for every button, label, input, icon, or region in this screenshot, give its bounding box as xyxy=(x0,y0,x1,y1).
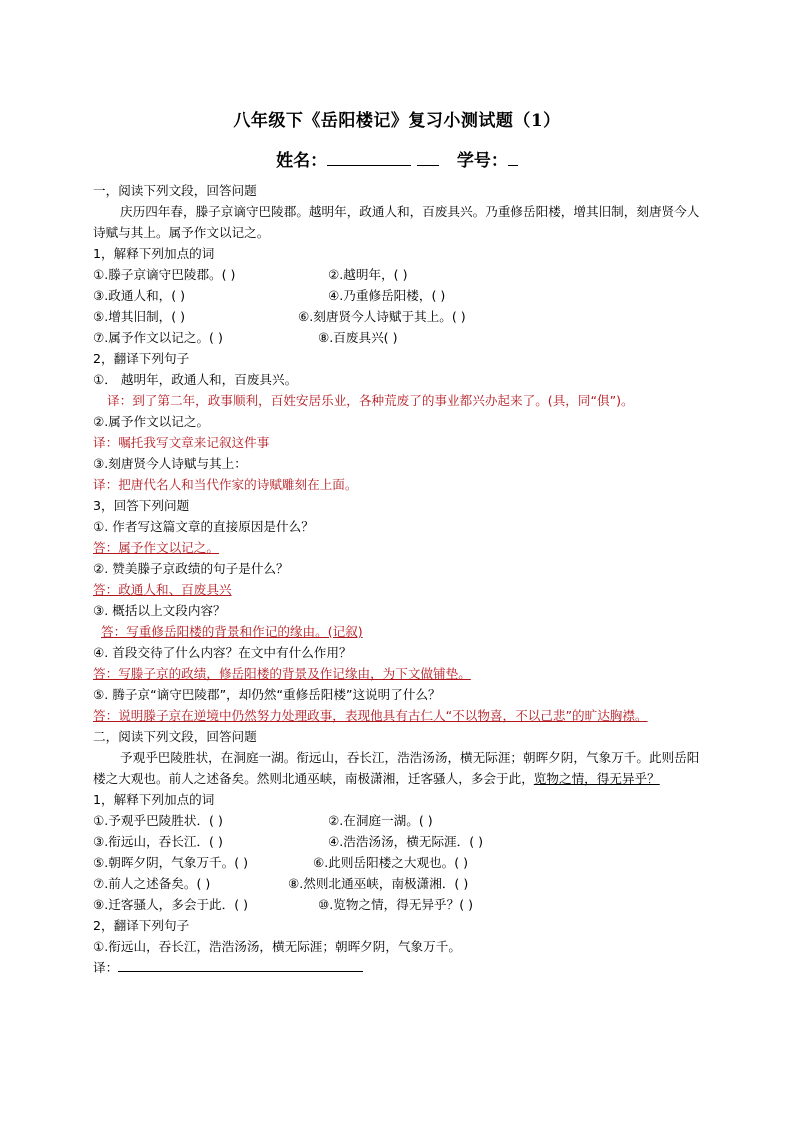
part1-q2-question: ③.刻唐贤今人诗赋与其上： xyxy=(93,456,247,471)
part2-q1-item: ⑨.迁客骚人，多会于此．( ) xyxy=(93,897,249,912)
part1-q1-item: ④.乃重修岳阳楼，( ) xyxy=(328,288,446,303)
part1-q1-item: ③.政通人和，( ) xyxy=(93,288,186,303)
part1-q3-question: ②. 赞美滕子京政绩的句子是什么？ xyxy=(93,561,289,576)
part2-q1-item: ⑩.览物之情，得无异乎？( ) xyxy=(318,897,474,912)
part1-q3-answer: 答：写滕子京的政绩，修岳阳楼的背景及作记缘由，为下文做铺垫。 xyxy=(93,666,471,681)
part1-q3-heading: 3，回答下列问题 xyxy=(93,498,190,513)
part1-q1-item: ⑦.属予作文以记之。( ) xyxy=(93,330,223,345)
part2-q1-heading: 1，解释下列加点的词 xyxy=(93,792,215,807)
part2-q2-heading: 2，翻译下列句子 xyxy=(93,918,190,933)
part2-passage xyxy=(93,747,705,789)
part2-q1-row xyxy=(93,852,705,873)
part1-q3-answer: 答：说明滕子京在逆境中仍然努力处理政事，表现他具有古仁人“不以物喜，不以己悲”的旷达胸襟。 xyxy=(93,708,648,723)
page-title: 八年级下《岳阳楼记》复习小测试题（1） xyxy=(233,111,561,131)
part1-q3-question: ③. 概括以上文段内容？ xyxy=(93,603,226,618)
part2-q1-item: ⑥.此则岳阳楼之大观也。( ) xyxy=(313,855,469,870)
part1-q2-heading: 2，翻译下列句子 xyxy=(93,351,190,366)
name-id-row xyxy=(0,146,794,171)
part2-q1-row xyxy=(93,873,705,894)
part1-q2-question: ①． 越明年，政通人和，百废具兴。 xyxy=(93,372,298,387)
part2-q1-item: ⑧.然则北通巫峡，南极潇湘．( ) xyxy=(288,876,469,891)
part2-q1-item: ⑤.朝晖夕阴，气象万千。( ) xyxy=(93,855,249,870)
part1-q3-question: ⑤. 腾子京“谪守巴陵郡”，却仍然“重修岳阳楼”这说明了什么？ xyxy=(93,687,441,702)
part1-heading: 一，阅读下列文段，回答问题 xyxy=(93,183,257,198)
part1-q3-question: ④. 首段交待了什么内容？在文中有什么作用？ xyxy=(93,645,352,660)
part1-passage: 庆历四年春，滕子京谪守巴陵郡。越明年，政通人和，百废具兴。乃重修岳阳楼，增其旧制，刻唐贤今人诗赋与其上。属予作文以记之。 xyxy=(93,204,700,240)
part2-q2-answer-line[interactable] xyxy=(118,959,363,972)
part1-q1-item: ②.越明年，( ) xyxy=(328,267,408,282)
part2-q1-row xyxy=(93,894,705,915)
part1-q1-row xyxy=(93,327,705,348)
part1-q2-answer: 译：到了第二年，政事顺利，百姓安居乐业，各种荒废了的事业都兴办起来了。(具，同“俱”)。 xyxy=(107,393,634,408)
part2-q1-item: ④.浩浩汤汤，横无际涯．( ) xyxy=(328,834,484,849)
worksheet-content xyxy=(93,180,705,978)
part1-q1-item: ⑥.刻唐贤今人诗赋于其上。( ) xyxy=(298,309,466,324)
part1-q3-answer: 答：政通人和、百废具兴 xyxy=(93,582,232,597)
part2-passage-underlined: 览物之情，得无异乎？ xyxy=(533,771,660,786)
part1-q3-question: ①. 作者写这篇文章的直接原因是什么？ xyxy=(93,519,314,534)
part1-q1-item: ①.滕子京谪守巴陵郡。( ) xyxy=(93,267,236,282)
part2-q1-row xyxy=(93,810,705,831)
part1-q3-answer: 答：写重修岳阳楼的背景和作记的缘由。(记叙) xyxy=(101,624,363,639)
name-label: 姓名： xyxy=(276,151,328,171)
part1-q1-item: ⑧.百废具兴( ) xyxy=(318,330,398,345)
part2-q1-item: ①.予观乎巴陵胜状．( ) xyxy=(93,813,223,828)
part2-heading: 二，阅读下列文段，回答问题 xyxy=(93,729,257,744)
part2-q2-answer-label: 译： xyxy=(93,960,119,975)
part2-q2-question: ①.衔远山，吞长江，浩浩汤汤，横无际涯；朝晖夕阴，气象万千。 xyxy=(93,939,461,954)
part2-q1-item: ③.衔远山，吞长江．( ) xyxy=(93,834,223,849)
part2-q1-row xyxy=(93,831,705,852)
part1-q1-row xyxy=(93,306,705,327)
name-blank-tail[interactable] xyxy=(417,165,439,166)
part2-q2-answer-row xyxy=(93,957,705,978)
part1-q3-answer: 答：属予作文以记之。 xyxy=(93,540,219,555)
id-blank[interactable] xyxy=(508,165,518,166)
part1-q1-item: ⑤.增其旧制，( ) xyxy=(93,309,186,324)
part2-passage-text: 予观乎巴陵胜状，在洞庭一湖。衔远山，吞长江，浩浩汤汤，横无际涯；朝晖夕阴，气象万千。此则岳阳楼之大观也。前人之述备矣。然则北通巫峡，南极潇湘，迁客骚人，多会于此， xyxy=(93,750,700,786)
part1-q2-answer: 译：嘱托我写文章来记叙这件事 xyxy=(93,435,270,450)
part1-q2-answer: 译：把唐代名人和当代作家的诗赋雕刻在上面。 xyxy=(93,477,358,492)
part1-q1-row xyxy=(93,264,705,285)
id-label: 学号： xyxy=(456,151,508,171)
part1-q1-heading: 1，解释下列加点的词 xyxy=(93,246,215,261)
part1-q2-question: ②.属予作文以记之。 xyxy=(93,414,210,429)
name-blank[interactable] xyxy=(327,165,411,166)
part1-q1-row xyxy=(93,285,705,306)
part2-q1-item: ②.在洞庭一湖。( ) xyxy=(328,813,433,828)
part2-q1-item: ⑦.前人之述备矣。( ) xyxy=(93,876,211,891)
